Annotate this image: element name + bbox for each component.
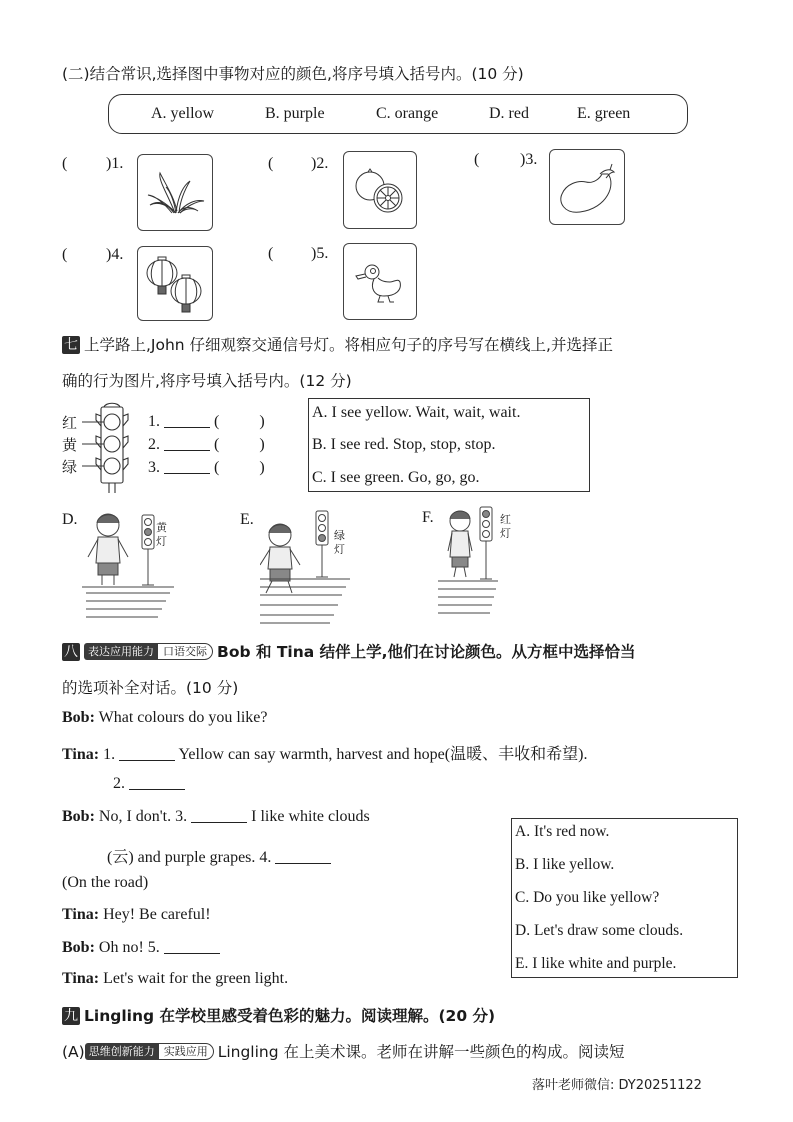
bracket-open-1[interactable]: ( — [214, 413, 220, 430]
section7-heading-line1: 七 上学路上,John 仔细观察交通信号灯。将相应句子的序号写在横线上,并选择正 — [64, 336, 613, 354]
sentence-option-c: C. I see green. Go, go, go. — [312, 469, 480, 486]
item-label-3: )3. — [520, 151, 538, 168]
behavior-picture-e: E. 绿 灯 — [240, 505, 410, 630]
eggplant-icon — [550, 150, 624, 224]
answer-blank-2[interactable] — [164, 436, 210, 451]
eggplant-picture — [549, 149, 625, 225]
section9-heading: 九 Lingling 在学校里感受着色彩的魅力。阅读理解。(20 分) — [64, 1007, 496, 1025]
answer-blank-3[interactable] — [164, 459, 210, 474]
dialogue-blank-2[interactable] — [129, 775, 185, 790]
light-row-2: 2. ( ) — [148, 436, 265, 453]
dialogue-line-4: Bob: No, I don't. 3. I like white clouds — [62, 808, 370, 825]
item-label-2: )2. — [311, 155, 329, 172]
answer-paren-3[interactable]: ( — [474, 151, 480, 168]
orange-fruit-icon — [344, 152, 416, 228]
behavior-picture-d: D. 黄 灯 — [62, 505, 232, 625]
dialogue-blank-3[interactable] — [191, 808, 247, 823]
section7-heading-line2: 确的行为图片,将序号填入括号内。(12 分) — [62, 372, 352, 390]
light-row-3: 3. ( ) — [148, 459, 265, 476]
section9-number-badge: 九 — [64, 1008, 78, 1024]
section9-sub-heading: (A) 思维创新能力 实践应用 Lingling 在上美术课。老师在讲解一些颜色的构成。阅读短 — [62, 1043, 625, 1061]
answer-paren-5[interactable]: ( — [268, 245, 274, 262]
sentence-option-a: A. I see yellow. Wait, wait, wait. — [312, 404, 521, 421]
dialogue-line-5: (云) and purple grapes. 4. — [107, 844, 331, 867]
section8-heading-line2: 的选项补全对话。(10 分) — [62, 679, 239, 697]
color-option-e: E. green — [577, 105, 631, 122]
answer-paren-1[interactable]: ( — [62, 155, 68, 172]
lanterns-icon — [138, 247, 212, 320]
answer-paren-4[interactable]: ( — [62, 246, 68, 263]
part2-heading: (二)结合常识,选择图中事物对应的颜色,将序号填入括号内。(10 分) — [62, 65, 524, 83]
traffic-light-icon — [78, 400, 148, 495]
dialogue-option-a: A. It's red now. — [515, 823, 610, 840]
skill-tag-2: 思维创新能力 — [85, 1043, 159, 1060]
answer-paren-2[interactable]: ( — [268, 155, 274, 172]
standing-boy-yellow-light-icon — [82, 505, 212, 625]
sentence-options-box — [308, 398, 590, 492]
grass-icon — [138, 155, 212, 230]
lanterns-picture — [137, 246, 213, 321]
dialogue-option-b: B. I like yellow. — [515, 856, 615, 873]
color-option-d: D. red — [489, 105, 529, 122]
dialogue-line-2: Tina: 1. Yellow can say warmth, harvest and hope(温暖、丰收和希望). — [62, 746, 588, 763]
walking-boy-green-light-icon — [260, 505, 390, 630]
duck-picture — [343, 243, 417, 320]
section7-number-badge: 七 — [64, 337, 78, 353]
color-option-b: B. purple — [265, 105, 325, 122]
answer-blank-1[interactable] — [164, 413, 210, 428]
dialogue-option-e: E. I like white and purple. — [515, 955, 677, 972]
topic-tag: 口语交际 — [158, 643, 213, 660]
bracket-open-3[interactable]: ( — [214, 459, 220, 476]
color-options-box — [108, 94, 688, 134]
dialogue-blank-5[interactable] — [164, 939, 220, 954]
section8-number-badge: 八 — [64, 644, 78, 660]
dialogue-blank-4[interactable] — [275, 849, 331, 864]
grass-picture — [137, 154, 213, 231]
bracket-open-2[interactable]: ( — [214, 436, 220, 453]
item-label-1: )1. — [106, 155, 124, 172]
standing-boy-red-light-icon — [438, 505, 548, 620]
skill-tag: 表达应用能力 — [84, 643, 158, 660]
light-label-green: 绿 — [62, 458, 78, 476]
dialogue-line-1: Bob: What colours do you like? — [62, 709, 268, 726]
dialogue-line-7: Tina: Hey! Be careful! — [62, 906, 211, 923]
dialogue-options-box — [511, 818, 738, 978]
dialogue-line-9: Tina: Let's wait for the green light. — [62, 970, 289, 987]
dialogue-line-8: Bob: Oh no! 5. — [62, 939, 220, 957]
orange-picture — [343, 151, 417, 229]
dialogue-line-6: (On the road) — [62, 874, 149, 891]
duck-icon — [344, 244, 416, 319]
watermark-text: 落叶老师微信: DY20251122 — [532, 1078, 702, 1093]
topic-tag-2: 实践应用 — [159, 1043, 214, 1060]
dialogue-blank-1[interactable] — [119, 746, 175, 761]
item-label-4: )4. — [106, 246, 124, 263]
light-label-yellow: 黄 — [62, 436, 78, 454]
light-label-red: 红 — [62, 414, 78, 432]
dialogue-option-c: C. Do you like yellow? — [515, 889, 660, 906]
color-option-a: A. yellow — [151, 105, 215, 122]
dialogue-option-d: D. Let's draw some clouds. — [515, 922, 684, 939]
sentence-option-b: B. I see red. Stop, stop, stop. — [312, 436, 496, 453]
section8-heading-line1: 八 表达应用能力 口语交际 Bob 和 Tina 结伴上学,他们在讨论颜色。从方框中选择恰当 — [64, 643, 636, 661]
item-label-5: )5. — [311, 245, 329, 262]
dialogue-line-3: 2. — [113, 775, 185, 793]
behavior-picture-f: F. 红 灯 — [422, 505, 552, 620]
light-row-1: 1. ( ) — [148, 413, 265, 430]
color-option-c: C. orange — [376, 105, 439, 122]
